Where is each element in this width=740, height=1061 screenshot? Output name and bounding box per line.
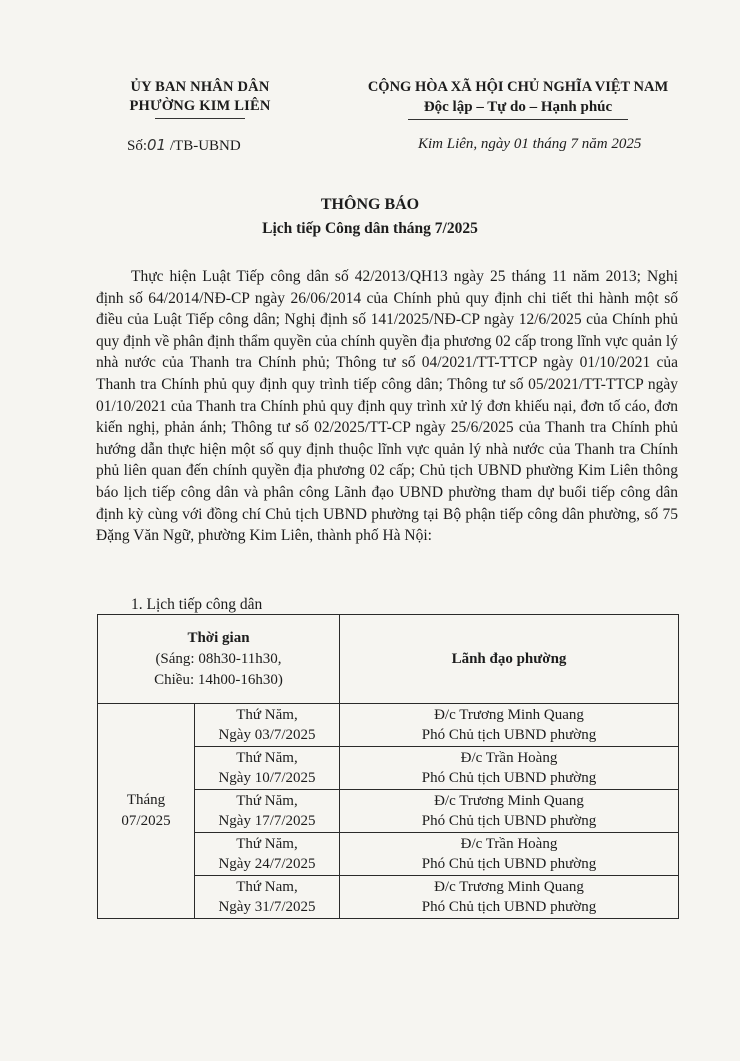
day-cell <box>195 704 340 747</box>
month-value: 07/2025 <box>121 813 171 829</box>
leader-role: Phó Chủ tịch UBND phường <box>421 770 597 786</box>
national-motto <box>318 78 718 120</box>
leader-cell <box>340 833 679 876</box>
day-cell <box>195 833 340 876</box>
time-afternoon: Chiều: 14h00-16h30) <box>154 671 283 688</box>
table-header-row <box>98 615 679 704</box>
weekday: Thứ Năm, <box>236 750 298 766</box>
org-line-1: ỦY BAN NHÂN DÂN <box>130 79 270 95</box>
weekday: Thứ Nam, <box>236 879 298 895</box>
document-subtitle: Lịch tiếp Công dân tháng 7/2025 <box>262 220 478 237</box>
nation-line-1: CỘNG HÒA XÃ HỘI CHỦ NGHĨA VIỆT NAM <box>367 79 669 95</box>
weekday: Thứ Năm, <box>236 836 298 852</box>
document-number <box>127 136 241 155</box>
leader-name: Đ/c Trương Minh Quang <box>434 879 584 895</box>
schedule-table <box>97 614 679 919</box>
leader-header-cell <box>340 615 679 704</box>
leader-cell <box>340 704 679 747</box>
leader-header: Lãnh đạo phường <box>451 650 567 667</box>
leader-role: Phó Chủ tịch UBND phường <box>421 813 597 829</box>
org-underline <box>155 118 245 119</box>
leader-role: Phó Chủ tịch UBND phường <box>421 899 597 915</box>
weekday: Thứ Năm, <box>236 793 298 809</box>
day-date: Ngày 31/7/2025 <box>218 899 316 915</box>
issuing-organization <box>100 78 300 119</box>
place-date: Kim Liên, ngày 01 tháng 7 năm 2025 <box>418 136 642 152</box>
body-paragraph: Thực hiện Luật Tiếp công dân số 42/2013/QH13 ngày 25 tháng 11 năm 2013; Nghị định số 64/2014/NĐ-CP ngày 26/06/2014 của Chính phủ quy định chi tiết thi hành một số điều của Luật Tiếp công dân; Nghị định số 141/2025/NĐ-CP ngày 12/6/2025 của Chính phủ quy định về phân định thẩm quyền của chính quyền địa phương 02 cấp trong lĩnh vực quản lý nhà nước của Thanh tra Chính phủ; Thông tư số 04/2021/TT-TTCP ngày 01/10/2021 của Thanh tra Chính phủ quy định quy trình tiếp công dân; Thông tư số 05/2021/TT-TTCP ngày 01/10/2021 của Thanh tra Chính phủ quy định quy trình xử lý đơn khiếu nại, đơn tố cáo, đơn kiến nghị, phản ánh; Thông tư số 02/2025/TT-CP ngày 25/6/2025 của Thanh tra Chính phủ hướng dẫn thực hiện một số quy định thuộc lĩnh vực quản lý nhà nước của Thanh tra Chính phủ liên quan đến chính quyền địa phương 02 cấp; Chủ tịch UBND phường Kim Liên thông báo lịch tiếp công dân và phân công Lãnh đạo UBND phường tham dự buổi tiếp công dân định kỳ cùng với đồng chí Chủ tịch UBND phường tại Bộ phận tiếp công dân phường, số 75 Đặng Văn Ngữ, phường Kim Liên, thành phố Hà Nội: <box>96 268 678 545</box>
leader-role: Phó Chủ tịch UBND phường <box>421 856 597 872</box>
leader-name: Đ/c Trương Minh Quang <box>434 793 584 809</box>
leader-name: Đ/c Trương Minh Quang <box>434 707 584 723</box>
leader-cell <box>340 876 679 919</box>
day-cell <box>195 790 340 833</box>
leader-role: Phó Chủ tịch UBND phường <box>421 727 597 743</box>
document-title: THÔNG BÁO <box>320 196 420 213</box>
month-label: Tháng <box>126 792 166 808</box>
time-morning: (Sáng: 08h30-11h30, <box>155 650 282 667</box>
day-date: Ngày 10/7/2025 <box>218 770 316 786</box>
day-date: Ngày 17/7/2025 <box>218 813 316 829</box>
day-cell <box>195 876 340 919</box>
day-date: Ngày 03/7/2025 <box>218 727 316 743</box>
month-cell <box>98 704 195 919</box>
section-heading: 1. Lịch tiếp công dân <box>131 596 263 613</box>
nation-line-2: Độc lập – Tự do – Hạnh phúc <box>423 99 613 115</box>
day-cell <box>195 747 340 790</box>
org-line-2: PHƯỜNG KIM LIÊN <box>129 98 271 114</box>
leader-cell <box>340 747 679 790</box>
table-row <box>98 704 679 747</box>
leader-name: Đ/c Trần Hoàng <box>460 836 558 852</box>
day-date: Ngày 24/7/2025 <box>218 856 316 872</box>
time-header-cell <box>98 615 340 704</box>
weekday: Thứ Năm, <box>236 707 298 723</box>
leader-name: Đ/c Trần Hoàng <box>460 750 558 766</box>
doc-no-handwritten: 01 <box>147 136 167 154</box>
motto-underline <box>408 119 628 120</box>
doc-no-prefix: Số: <box>127 138 148 154</box>
leader-cell <box>340 790 679 833</box>
doc-no-suffix: /TB-UBND <box>166 138 241 154</box>
time-header: Thời gian <box>187 629 250 646</box>
